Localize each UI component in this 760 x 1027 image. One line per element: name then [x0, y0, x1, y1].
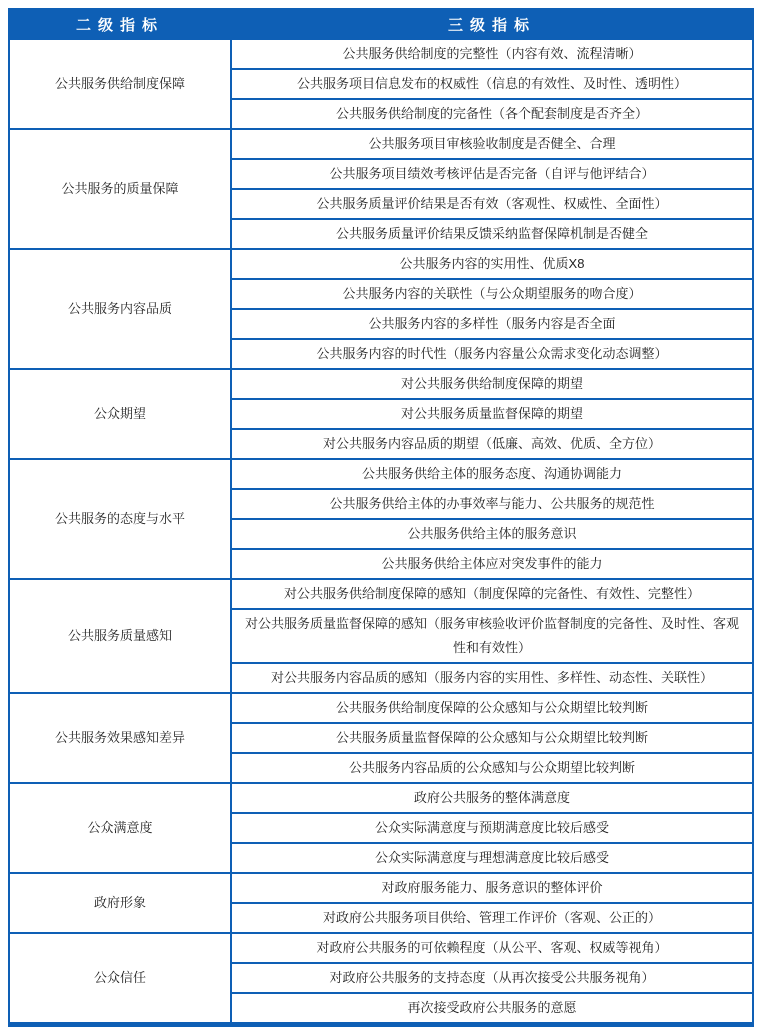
secondary-indicator-cell: 公众期望 — [9, 369, 231, 459]
tertiary-indicator-cell: 公共服务内容品质的公众感知与公众期望比较判断 — [231, 753, 753, 783]
secondary-indicator-cell: 公众信任 — [9, 933, 231, 1025]
tertiary-indicator-cell: 公共服务项目绩效考核评估是否完备（自评与他评结合） — [231, 159, 753, 189]
table-header — [9, 9, 753, 39]
secondary-indicator-cell: 公共服务供给制度保障 — [9, 39, 231, 129]
tertiary-indicator-cell: 公共服务质量评价结果是否有效（客观性、权威性、全面性） — [231, 189, 753, 219]
secondary-indicator-cell: 公众满意度 — [9, 783, 231, 873]
indicator-table — [8, 8, 754, 1027]
table-row — [9, 369, 753, 399]
tertiary-indicator-cell: 公共服务供给制度的完备性（各个配套制度是否齐全） — [231, 99, 753, 129]
secondary-indicator-cell: 公共服务的态度与水平 — [9, 459, 231, 579]
tertiary-indicator-cell: 公共服务内容的实用性、优质X8 — [231, 249, 753, 279]
tertiary-indicator-cell: 公共服务供给制度保障的公众感知与公众期望比较判断 — [231, 693, 753, 723]
tertiary-indicator-cell: 对政府公共服务的支持态度（从再次接受公共服务视角） — [231, 963, 753, 993]
tertiary-indicator-cell: 对公共服务质量监督保障的感知（服务审核验收评价监督制度的完备性、及时性、客观性和有效性） — [231, 609, 753, 663]
table-row — [9, 249, 753, 279]
tertiary-indicator-cell: 公共服务供给主体的服务态度、沟通协调能力 — [231, 459, 753, 489]
tertiary-indicator-cell: 公共服务质量评价结果反馈采纳监督保障机制是否健全 — [231, 219, 753, 249]
header-row — [9, 9, 753, 39]
table-row — [9, 873, 753, 903]
tertiary-indicator-cell: 公共服务内容的关联性（与公众期望服务的吻合度） — [231, 279, 753, 309]
secondary-indicator-cell: 公共服务内容品质 — [9, 249, 231, 369]
table-row — [9, 459, 753, 489]
table-row — [9, 693, 753, 723]
header-col-tertiary: 三级指标 — [231, 9, 753, 39]
tertiary-indicator-cell: 公共服务供给主体的服务意识 — [231, 519, 753, 549]
tertiary-indicator-cell: 公共服务供给主体的办事效率与能力、公共服务的规范性 — [231, 489, 753, 519]
table-row — [9, 39, 753, 69]
tertiary-indicator-cell: 对政府公共服务的可依赖程度（从公平、客观、权威等视角） — [231, 933, 753, 963]
tertiary-indicator-cell: 公共服务内容的多样性（服务内容是否全面 — [231, 309, 753, 339]
tertiary-indicator-cell: 公共服务内容的时代性（服务内容量公众需求变化动态调整） — [231, 339, 753, 369]
table-body — [9, 39, 753, 1025]
tertiary-indicator-cell: 对公共服务供给制度保障的期望 — [231, 369, 753, 399]
secondary-indicator-cell: 公共服务的质量保障 — [9, 129, 231, 249]
tertiary-indicator-cell: 对政府服务能力、服务意识的整体评价 — [231, 873, 753, 903]
tertiary-indicator-cell: 公众实际满意度与理想满意度比较后感受 — [231, 843, 753, 873]
tertiary-indicator-cell: 公共服务质量监督保障的公众感知与公众期望比较判断 — [231, 723, 753, 753]
tertiary-indicator-cell: 公共服务项目信息发布的权威性（信息的有效性、及时性、透明性） — [231, 69, 753, 99]
tertiary-indicator-cell: 对政府公共服务项目供给、管理工作评价（客观、公正的） — [231, 903, 753, 933]
tertiary-indicator-cell: 对公共服务内容品质的期望（低廉、高效、优质、全方位） — [231, 429, 753, 459]
tertiary-indicator-cell: 公共服务供给制度的完整性（内容有效、流程清晰） — [231, 39, 753, 69]
secondary-indicator-cell: 公共服务质量感知 — [9, 579, 231, 693]
table-row — [9, 579, 753, 609]
tertiary-indicator-cell: 政府公共服务的整体满意度 — [231, 783, 753, 813]
secondary-indicator-cell: 政府形象 — [9, 873, 231, 933]
tertiary-indicator-cell: 对公共服务供给制度保障的感知（制度保障的完备性、有效性、完整性） — [231, 579, 753, 609]
header-col-secondary: 二级指标 — [9, 9, 231, 39]
tertiary-indicator-cell: 公众实际满意度与预期满意度比较后感受 — [231, 813, 753, 843]
tertiary-indicator-cell: 再次接受政府公共服务的意愿 — [231, 993, 753, 1025]
secondary-indicator-cell: 公共服务效果感知差异 — [9, 693, 231, 783]
tertiary-indicator-cell: 对公共服务质量监督保障的期望 — [231, 399, 753, 429]
table-row — [9, 783, 753, 813]
table-row — [9, 933, 753, 963]
tertiary-indicator-cell: 公共服务项目审核验收制度是否健全、合理 — [231, 129, 753, 159]
tertiary-indicator-cell: 对公共服务内容品质的感知（服务内容的实用性、多样性、动态性、关联性） — [231, 663, 753, 693]
tertiary-indicator-cell: 公共服务供给主体应对突发事件的能力 — [231, 549, 753, 579]
table-row — [9, 129, 753, 159]
